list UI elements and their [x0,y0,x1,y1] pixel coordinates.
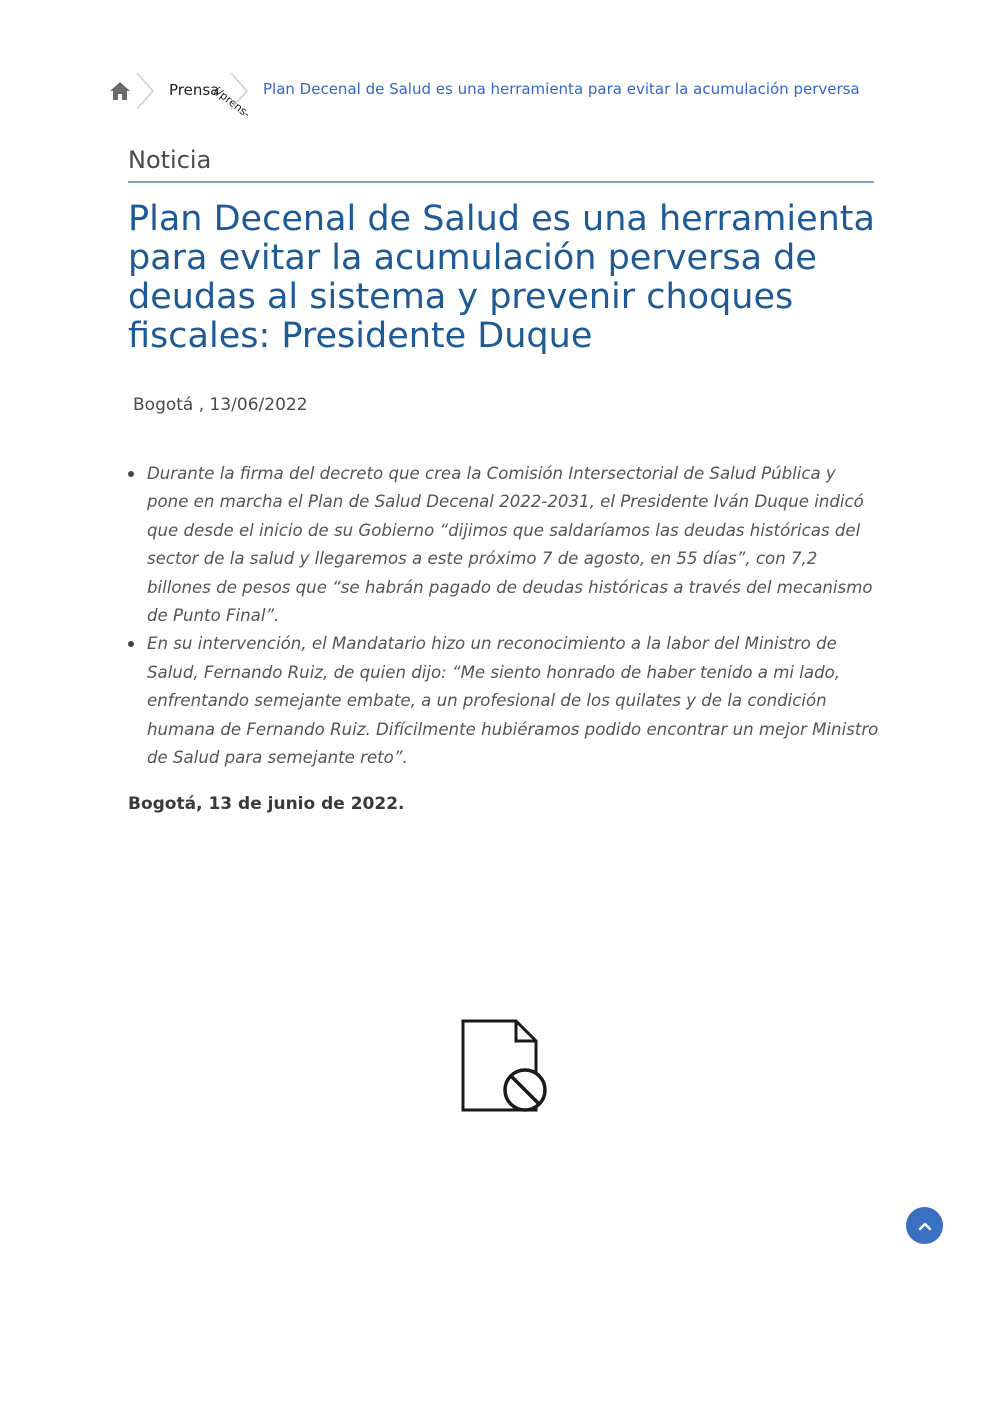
highlight-text: Durante la firma del decreto que crea la Comisión Intersectorial de Salud Pública y pone en marcha el Plan de Salud Decenal 2022-2031, el Presidente Iván Duque indicó que desde el inicio de su Gobierno “dijimos que saldaríamos las deudas históricas del sector de la salud y llegaremos a este próximo 7 de agosto, en 55 días”, con 7,2 billones de pesos que “se habrán pagado de deudas históricas a través del mecanismo de Punto Final”. [147,464,873,626]
breadcrumb [108,70,908,121]
breadcrumb-stray-text: (/prens- [210,84,253,121]
article-highlights [128,460,880,772]
breadcrumb-separator-icon [228,70,250,112]
section-divider [128,181,874,183]
back-to-top-button[interactable] [906,1207,943,1244]
breadcrumb-prensa-link[interactable]: Prensa [169,81,220,99]
list-item [128,460,880,630]
bullet-icon [128,471,134,477]
article-closing-date: Bogotá, 13 de junio de 2022. [128,794,405,814]
highlight-text: En su intervención, el Mandatario hizo un reconocimiento a la labor del Ministro de Salud, Fernando Ruiz, de quien dijo: “Me siento honrado de haber tenido a mi lado, enfrentando semejante embate, a un profesional de los quilates y de la condición humana de Fernando Ruiz. Difícilmente hubiéramos podido encontrar un mejor Ministro de Salud para semejante reto”. [147,634,879,768]
broken-image-icon [460,1018,550,1113]
section-label: Noticia [128,146,212,174]
article-title: Plan Decenal de Salud es una herramienta para evitar la acumulación perversa de deudas al sistema y prevenir choques fiscales: Presidente Duque [128,199,875,356]
list-item [128,630,880,772]
home-icon[interactable] [108,80,132,102]
breadcrumb-separator-icon [134,70,156,112]
chevron-up-icon [917,1218,933,1234]
breadcrumb-current-link[interactable]: Plan Decenal de Salud es una herramienta para evitar la acumulación perversa [263,80,860,98]
article-dateline: Bogotá , 13/06/2022 [133,395,308,415]
bullet-icon [128,641,134,647]
